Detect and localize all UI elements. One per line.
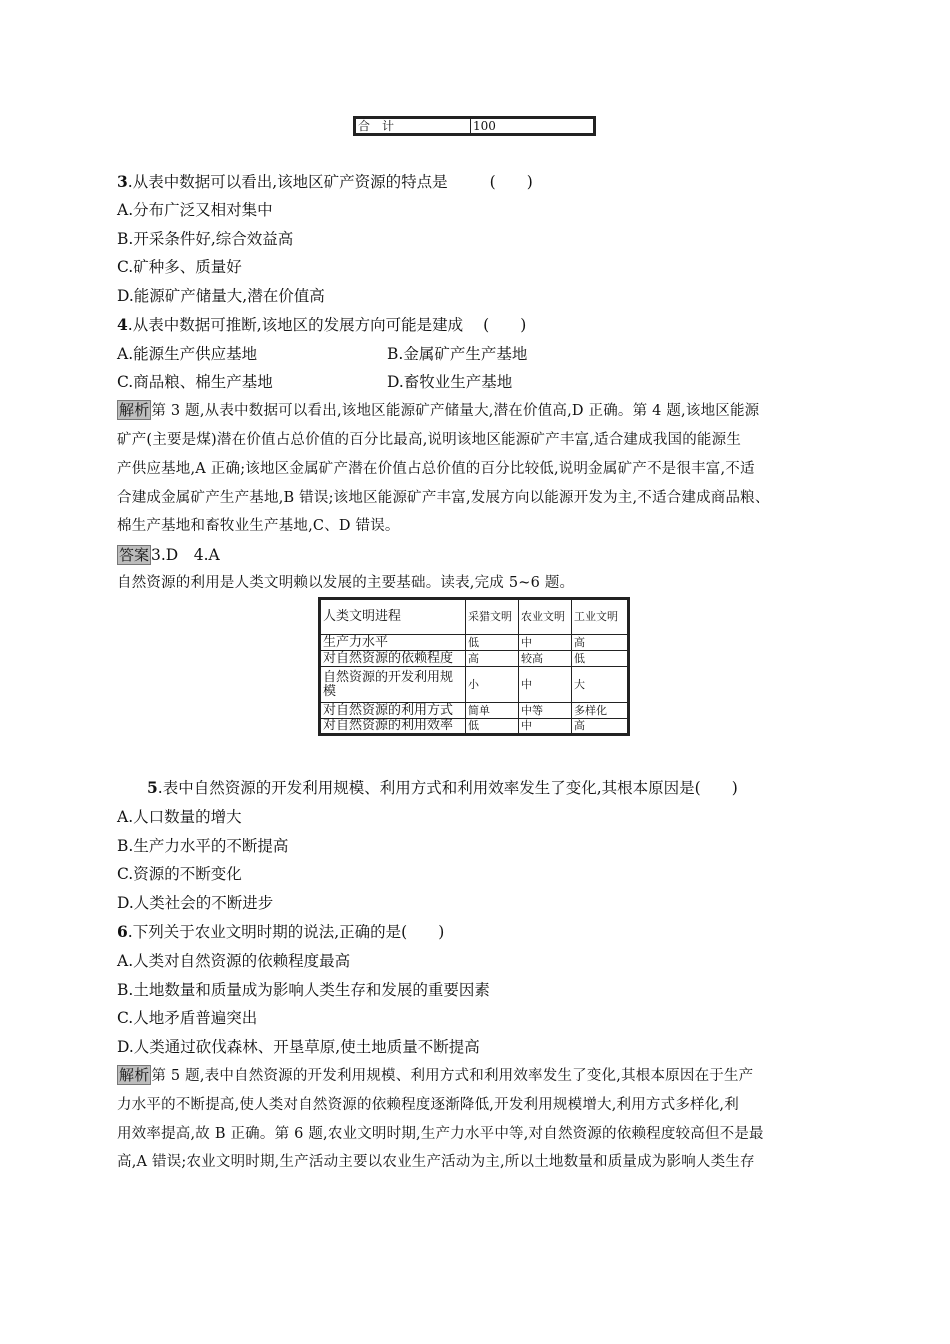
table-cell: 高 bbox=[572, 635, 629, 651]
row-label: 自然资源的开发利用规模 bbox=[320, 667, 466, 703]
analysis-line: 矿产(主要是煤)潜在价值占总价值的百分比最高,说明该地区能源矿产丰富,适合建成我国的能源生 bbox=[117, 432, 742, 448]
question-number: 4 bbox=[117, 315, 128, 334]
option: B.土地数量和质量成为影响人类生存和发展的重要因素 bbox=[117, 981, 490, 999]
answer-tag: 答案 bbox=[119, 546, 150, 564]
option: D.畜牧业生产基地 bbox=[387, 373, 513, 391]
question-stem: .表中自然资源的开发利用规模、利用方式和利用效率发生了变化,其根本原因是 bbox=[157, 779, 695, 797]
analysis-tag: 解析 bbox=[119, 1066, 150, 1084]
question-4 bbox=[117, 315, 526, 335]
option: C.商品粮、棉生产基地 bbox=[117, 373, 273, 391]
option: A.能源生产供应基地 bbox=[117, 345, 258, 363]
section-intro: 自然资源的利用是人类文明赖以发展的主要基础。读表,完成 5~6 题。 bbox=[117, 575, 575, 591]
table-cell: 低 bbox=[466, 635, 519, 651]
question-3 bbox=[117, 172, 533, 192]
question-5 bbox=[147, 778, 738, 798]
answer-paren: ( ) bbox=[483, 316, 527, 334]
option: A.人口数量的增大 bbox=[117, 808, 242, 826]
answer-paren: ( ) bbox=[694, 779, 738, 797]
question-stem: .从表中数据可推断,该地区的发展方向可能是建成 bbox=[127, 316, 464, 334]
option: B.金属矿产生产基地 bbox=[387, 345, 528, 363]
analysis-line: 力水平的不断提高,使人类对自然资源的依赖程度逐渐降低,开发利用规模增大,利用方式多样化,利 bbox=[117, 1097, 739, 1113]
option: D.人类社会的不断进步 bbox=[117, 894, 274, 912]
answer-text: 3.D 4.A bbox=[151, 546, 220, 564]
table-row bbox=[320, 719, 629, 735]
option: C.资源的不断变化 bbox=[117, 865, 242, 883]
option: C.矿种多、质量好 bbox=[117, 258, 242, 276]
table-cell: 小 bbox=[466, 667, 519, 703]
analysis-line: 解析 第 5 题,表中自然资源的开发利用规模、利用方式和利用效率发生了变化,其根本原因在于生产 bbox=[119, 1066, 754, 1084]
option: B.生产力水平的不断提高 bbox=[117, 837, 289, 855]
option: D.人类通过砍伐森林、开垦草原,使土地质量不断提高 bbox=[117, 1038, 480, 1056]
question-stem: .从表中数据可以看出,该地区矿产资源的特点是 bbox=[127, 173, 448, 191]
question-number: 6 bbox=[117, 922, 128, 941]
answer-paren: ( ) bbox=[401, 923, 445, 941]
analysis-line: 解析 第 3 题,从表中数据可以看出,该地区能源矿产储量大,潜在价值高,D 正确。第 4 题,该地区能源 bbox=[119, 401, 760, 419]
analysis-line: 棉生产基地和畜牧业生产基地,C、D 错误。 bbox=[117, 518, 400, 534]
table-cell: 低 bbox=[466, 719, 519, 735]
row-label: 对自然资源的利用方式 bbox=[320, 703, 466, 719]
table-row bbox=[320, 667, 629, 703]
row-label: 对自然资源的依赖程度 bbox=[320, 651, 466, 667]
question-number: 3 bbox=[117, 172, 128, 191]
row-label: 生产力水平 bbox=[320, 635, 466, 651]
table-cell: 简单 bbox=[466, 703, 519, 719]
table-cell: 多样化 bbox=[572, 703, 629, 719]
table-cell: 低 bbox=[572, 651, 629, 667]
analysis-line: 产供应基地,A 正确;该地区金属矿产潜在价值占总价值的百分比较低,说明金属矿产不是很丰富,不适 bbox=[117, 461, 755, 477]
analysis-tag: 解析 bbox=[119, 401, 150, 419]
analysis-line: 合建成金属矿产生产基地,B 错误;该地区能源矿产丰富,发展方向以能源开发为主,不适合建成商品粮、 bbox=[117, 490, 770, 506]
answer-line bbox=[117, 545, 220, 565]
option: C.人地矛盾普遍突出 bbox=[117, 1009, 258, 1027]
table-cell: 中 bbox=[519, 667, 572, 703]
option: B.开采条件好,综合效益高 bbox=[117, 230, 294, 248]
answer-paren: ( ) bbox=[489, 173, 533, 191]
question-6 bbox=[117, 922, 444, 942]
header-cell: 农业文明 bbox=[519, 599, 572, 635]
table-row bbox=[320, 703, 629, 719]
analysis-line: 用效率提高,故 B 正确。第 6 题,农业文明时期,生产力水平中等,对自然资源的依赖程度较高但不是最 bbox=[117, 1126, 764, 1142]
question-number: 5 bbox=[147, 778, 158, 797]
table-cell: 中 bbox=[519, 635, 572, 651]
option: A.人类对自然资源的依赖程度最高 bbox=[117, 952, 351, 970]
table-row bbox=[355, 118, 595, 135]
header-cell: 采猎文明 bbox=[466, 599, 519, 635]
total-label: 合 计 bbox=[355, 118, 471, 135]
question-stem: .下列关于农业文明时期的说法,正确的是 bbox=[127, 923, 402, 941]
table-cell: 中等 bbox=[519, 703, 572, 719]
option: D.能源矿产储量大,潜在价值高 bbox=[117, 287, 325, 305]
summary-table bbox=[353, 116, 596, 136]
civilization-table bbox=[318, 597, 630, 736]
table-row bbox=[320, 651, 629, 667]
table-cell: 高 bbox=[466, 651, 519, 667]
table-cell: 较高 bbox=[519, 651, 572, 667]
table-cell: 大 bbox=[572, 667, 629, 703]
table-header-row bbox=[320, 599, 629, 635]
table-row bbox=[320, 635, 629, 651]
header-cell: 人类文明进程 bbox=[320, 599, 466, 635]
row-label: 对自然资源的利用效率 bbox=[320, 719, 466, 735]
table-cell: 高 bbox=[572, 719, 629, 735]
total-value: 100 bbox=[471, 118, 595, 135]
option: A.分布广泛又相对集中 bbox=[117, 201, 273, 219]
header-cell: 工业文明 bbox=[572, 599, 629, 635]
table-cell: 中 bbox=[519, 719, 572, 735]
analysis-line: 高,A 错误;农业文明时期,生产活动主要以农业生产活动为主,所以土地数量和质量成为影响人类生存 bbox=[117, 1154, 755, 1170]
